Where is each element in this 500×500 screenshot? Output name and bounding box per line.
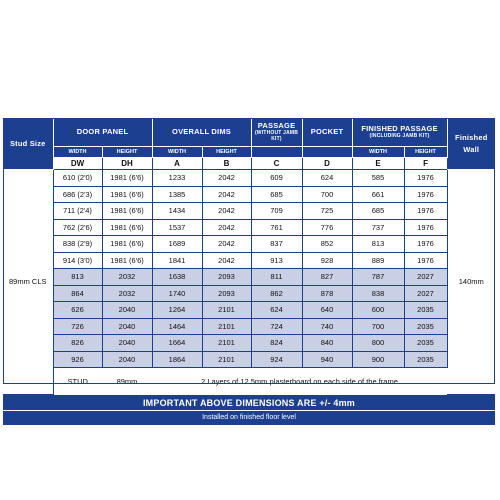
cell-f: 2027 (404, 269, 447, 286)
door-panel-header: DOOR PANEL (53, 118, 152, 147)
c-blank-label (251, 147, 302, 158)
code-dh: DH (102, 158, 152, 170)
table-row (3, 285, 495, 302)
cell-d: 725 (302, 203, 352, 220)
cell-d: 852 (302, 236, 352, 253)
cell-dw: 711 (2'4) (53, 203, 102, 220)
cell-e: 813 (352, 236, 404, 253)
table-row (3, 269, 495, 286)
code-a: A (152, 158, 202, 170)
cell-e: 900 (352, 351, 404, 368)
header-group-row (3, 118, 495, 147)
stud-row (3, 368, 495, 395)
cell-f: 2035 (404, 351, 447, 368)
passage-title: PASSAGE (257, 121, 296, 130)
cell-dh: 1981 (6'6) (102, 236, 152, 253)
table-row (3, 318, 495, 335)
a-width-label: WIDTH (152, 147, 202, 158)
cell-f: 1976 (404, 219, 447, 236)
cell-b: 2042 (202, 170, 251, 187)
pocket-header: POCKET (302, 118, 352, 147)
cell-b: 2042 (202, 219, 251, 236)
cell-c: 913 (251, 252, 302, 269)
cell-e: 600 (352, 302, 404, 319)
dw-width-label: WIDTH (53, 147, 102, 158)
cell-e: 661 (352, 186, 404, 203)
cell-b: 2101 (202, 335, 251, 352)
cell-b: 2101 (202, 351, 251, 368)
overall-dims-header: OVERALL DIMS (152, 118, 251, 147)
cell-dh: 2032 (102, 269, 152, 286)
cell-d: 740 (302, 318, 352, 335)
cell-f: 1976 (404, 203, 447, 220)
table-row (3, 203, 495, 220)
finished-passage-subtitle: (INCLUDING JAMB KIT) (369, 133, 430, 139)
cell-a: 1638 (152, 269, 202, 286)
table-row (3, 219, 495, 236)
code-d: D (302, 158, 352, 170)
cell-d: 840 (302, 335, 352, 352)
cell-a: 1233 (152, 170, 202, 187)
finished-passage-header (352, 118, 447, 147)
cell-d: 827 (302, 269, 352, 286)
cell-d: 940 (302, 351, 352, 368)
cell-f: 2027 (404, 285, 447, 302)
table-row (3, 170, 495, 187)
cell-dw: 726 (53, 318, 102, 335)
cell-dw: 914 (3'0) (53, 252, 102, 269)
cell-f: 1976 (404, 252, 447, 269)
code-e: E (352, 158, 404, 170)
cell-dh: 2032 (102, 285, 152, 302)
cell-a: 1841 (152, 252, 202, 269)
code-f: F (404, 158, 447, 170)
b-height-label: HEIGHT (202, 147, 251, 158)
cell-dh: 2040 (102, 318, 152, 335)
cell-dh: 1981 (6'6) (102, 219, 152, 236)
dimension-spec-sheet (3, 118, 495, 425)
cell-a: 1537 (152, 219, 202, 236)
cell-f: 2035 (404, 318, 447, 335)
cell-dh: 1981 (6'6) (102, 203, 152, 220)
cell-b: 2101 (202, 318, 251, 335)
cell-dh: 1981 (6'6) (102, 186, 152, 203)
cell-b: 2042 (202, 252, 251, 269)
cell-b: 2093 (202, 269, 251, 286)
d-blank-label (302, 147, 352, 158)
cell-a: 1689 (152, 236, 202, 253)
cell-a: 1864 (152, 351, 202, 368)
cell-dh: 2040 (102, 302, 152, 319)
cell-dw: 610 (2'0) (53, 170, 102, 187)
cell-c: 709 (251, 203, 302, 220)
cell-e: 585 (352, 170, 404, 187)
f-height-label: HEIGHT (404, 147, 447, 158)
cell-e: 889 (352, 252, 404, 269)
stud-label: STUD (53, 368, 102, 395)
cell-c: 685 (251, 186, 302, 203)
cell-d: 624 (302, 170, 352, 187)
cell-d: 928 (302, 252, 352, 269)
code-c: C (251, 158, 302, 170)
cell-f: 2035 (404, 335, 447, 352)
cell-dw: 926 (53, 351, 102, 368)
cell-a: 1464 (152, 318, 202, 335)
cell-f: 2035 (404, 302, 447, 319)
cell-dw: 626 (53, 302, 102, 319)
cell-c: 862 (251, 285, 302, 302)
cell-b: 2042 (202, 236, 251, 253)
cell-e: 838 (352, 285, 404, 302)
dimensions-body (3, 170, 495, 395)
passage-subtitle: (WITHOUT JAMB KIT) (254, 130, 299, 142)
table-row (3, 302, 495, 319)
cell-e: 800 (352, 335, 404, 352)
cell-b: 2042 (202, 203, 251, 220)
passage-header (251, 118, 302, 147)
cell-f: 1976 (404, 186, 447, 203)
cell-dw: 686 (2'3) (53, 186, 102, 203)
code-dw: DW (53, 158, 102, 170)
cell-f: 1976 (404, 236, 447, 253)
cell-a: 1434 (152, 203, 202, 220)
table-row (3, 351, 495, 368)
cell-c: 724 (251, 318, 302, 335)
cell-d: 700 (302, 186, 352, 203)
cell-e: 737 (352, 219, 404, 236)
cell-c: 624 (251, 302, 302, 319)
cell-c: 811 (251, 269, 302, 286)
plasterboard-note: 2 Layers of 12.5mm plasterboard on each side of the frame (152, 368, 447, 395)
table-row (3, 186, 495, 203)
stud-size-header: Stud Size (3, 118, 53, 170)
cell-c: 837 (251, 236, 302, 253)
stud-value: 89mm (102, 368, 152, 395)
cell-dw: 762 (2'6) (53, 219, 102, 236)
cell-d: 878 (302, 285, 352, 302)
cell-e: 700 (352, 318, 404, 335)
finished-wall-value: 140mm (447, 170, 495, 395)
cell-e: 787 (352, 269, 404, 286)
cell-dw: 826 (53, 335, 102, 352)
cell-dw: 813 (53, 269, 102, 286)
cell-a: 1740 (152, 285, 202, 302)
cell-f: 1976 (404, 170, 447, 187)
cell-dh: 1981 (6'6) (102, 252, 152, 269)
cell-e: 685 (352, 203, 404, 220)
cell-a: 1664 (152, 335, 202, 352)
important-tolerance-banner: IMPORTANT ABOVE DIMENSIONS ARE +/- 4mm (3, 395, 495, 410)
cell-c: 761 (251, 219, 302, 236)
cell-c: 824 (251, 335, 302, 352)
table-row (3, 236, 495, 253)
finished-passage-title: FINISHED PASSAGE (361, 124, 438, 133)
e-width-label: WIDTH (352, 147, 404, 158)
cell-dw: 838 (2'9) (53, 236, 102, 253)
code-b: B (202, 158, 251, 170)
table-row (3, 252, 495, 269)
cell-d: 776 (302, 219, 352, 236)
cell-c: 609 (251, 170, 302, 187)
cell-b: 2042 (202, 186, 251, 203)
installation-note-banner: Installed on finished floor level (3, 410, 495, 425)
header-code-row (3, 158, 495, 170)
cell-dh: 2040 (102, 335, 152, 352)
dimensions-table (3, 118, 495, 395)
header-width-height-row (3, 147, 495, 158)
cell-a: 1385 (152, 186, 202, 203)
finished-wall-header: Finished Wall (447, 118, 495, 170)
cell-b: 2093 (202, 285, 251, 302)
cell-dh: 2040 (102, 351, 152, 368)
table-row (3, 335, 495, 352)
cell-a: 1264 (152, 302, 202, 319)
stud-size-value: 89mm CLS (3, 170, 53, 395)
cell-dh: 1981 (6'6) (102, 170, 152, 187)
cell-dw: 864 (53, 285, 102, 302)
cell-b: 2101 (202, 302, 251, 319)
dh-height-label: HEIGHT (102, 147, 152, 158)
cell-c: 924 (251, 351, 302, 368)
cell-d: 640 (302, 302, 352, 319)
